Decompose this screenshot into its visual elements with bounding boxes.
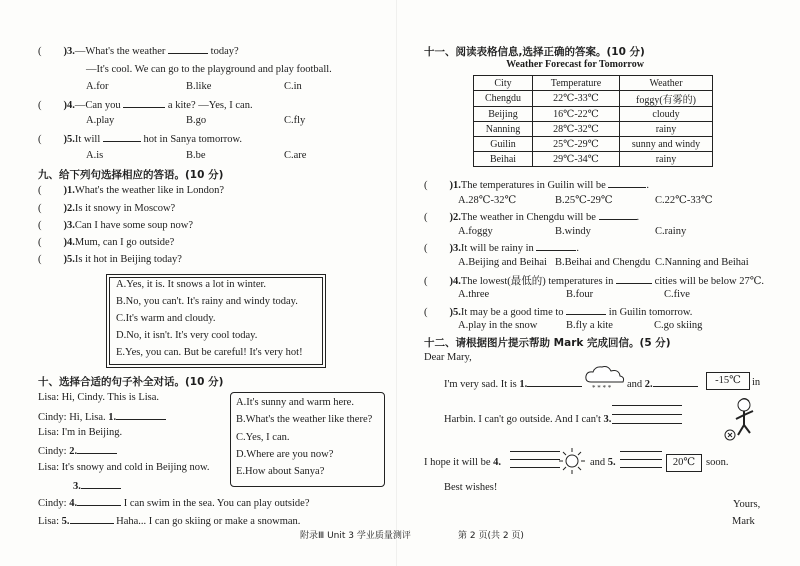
option-c: C.go skiing xyxy=(654,320,703,331)
s9-answer-a: A.Yes, it is. It snows a lot in winter. xyxy=(116,279,267,290)
svg-text:* * * *: * * * * xyxy=(592,384,612,392)
table-row xyxy=(474,107,713,122)
option-b: B.like xyxy=(186,81,212,92)
question-3: ( )3.—What's the weather today? xyxy=(38,46,239,57)
option-b: B.go xyxy=(186,115,207,126)
letter-greeting: Dear Mary, xyxy=(424,352,472,363)
footer-left: 附录Ⅲ Unit 3 学业质量测评 xyxy=(300,531,411,541)
s11-question-4: ( )4.The lowest(最低的) temperatures in cities will be below 27℃. xyxy=(424,276,765,287)
table-cell: 29℃-34℃ xyxy=(533,152,620,167)
s10-option-a: A.It's sunny and warm here. xyxy=(236,397,354,408)
table-cell: 25℃-29℃ xyxy=(533,137,620,152)
option-a: A.foggy xyxy=(458,226,493,237)
table-row xyxy=(474,137,713,152)
section-9-title: 九、给下列句选择相应的答语。(10 分) xyxy=(38,169,224,181)
table-header: Weather xyxy=(620,76,713,91)
option-b: B.be xyxy=(186,150,206,161)
letter-closing: Yours, xyxy=(733,499,761,510)
page-fold xyxy=(396,0,397,566)
s11-question-2: ( )2.The weather in Chengdu will be . xyxy=(424,212,640,223)
table-header: City xyxy=(474,76,533,91)
s9-item-4: ( )4.Mum, can I go outside? xyxy=(38,237,175,248)
answer-line xyxy=(620,459,662,460)
dialog-line-6: 3. xyxy=(73,479,121,492)
s10-option-d: D.Where are you now? xyxy=(236,449,334,460)
table-row xyxy=(474,152,713,167)
dialog-line-5: Lisa: It's snowy and cold in Beijing now. xyxy=(38,462,210,473)
dialog-line-7: Cindy: 4. I can swim in the sea. You can play outside? xyxy=(38,498,310,509)
answer-line xyxy=(510,451,560,452)
letter-signer: Mark xyxy=(732,516,755,527)
option-c: C.in xyxy=(284,81,302,92)
table-row xyxy=(474,91,713,107)
option-a: A.is xyxy=(86,150,104,161)
dialog-line-4: Cindy: 2. xyxy=(38,444,117,457)
dialog-line-2: Cindy: Hi, Lisa. 1. xyxy=(38,410,166,423)
table-cell: 22℃-33℃ xyxy=(533,91,620,107)
dialog-line-8: Lisa: 5. Haha... I can go skiing or make a snowman. xyxy=(38,516,301,527)
table-cell: Beijing xyxy=(474,107,533,122)
answer-line xyxy=(612,405,682,406)
s9-item-2: ( )2.Is it snowy in Moscow? xyxy=(38,203,176,214)
option-a: A.Beijing and Beihai xyxy=(458,257,547,268)
answer-line xyxy=(620,451,662,452)
section-12-title: 十二、请根据图片提示帮助 Mark 完成回信。(5 分) xyxy=(424,337,671,349)
child-soccer-icon xyxy=(720,395,764,443)
table-cell: rainy xyxy=(620,122,713,137)
temperature-box-warm: 20℃ xyxy=(666,454,702,472)
table-title: Weather Forecast for Tomorrow xyxy=(506,59,644,70)
answer-line xyxy=(510,467,560,468)
s9-answer-d: D.No, it isn't. It's very cool today. xyxy=(116,330,258,341)
letter-word-soon: soon. xyxy=(706,457,729,468)
letter-word-in: in xyxy=(752,377,761,388)
table-cell: 16℃-22℃ xyxy=(533,107,620,122)
s11-question-1: ( )1.The temperatures in Guilin will be . xyxy=(424,180,650,191)
answer-line xyxy=(510,459,560,460)
table-cell: Nanning xyxy=(474,122,533,137)
dialog-line-3: Lisa: I'm in Beijing. xyxy=(38,427,123,438)
s9-answer-c: C.It's warm and cloudy. xyxy=(116,313,216,324)
option-b: B.four xyxy=(566,289,594,300)
table-header-row xyxy=(474,76,713,91)
table-cell: Beihai xyxy=(474,152,533,167)
question-5: ( )5.It will hot in Sanya tomorrow. xyxy=(38,134,242,145)
s10-option-e: E.How about Sanya? xyxy=(236,466,325,477)
table-row xyxy=(474,122,713,137)
option-a: A.28℃-32℃ xyxy=(458,195,517,206)
footer-page-number: 第 2 页(共 2 页) xyxy=(458,531,524,541)
section-10-title: 十、选择合适的句子补全对话。(10 分) xyxy=(38,376,224,388)
answer-line xyxy=(612,423,682,424)
s10-option-c: C.Yes, I can. xyxy=(236,432,290,443)
weather-table xyxy=(473,75,713,167)
table-cell: cloudy xyxy=(620,107,713,122)
option-c: C.are xyxy=(284,150,307,161)
s11-question-3: ( )3.It will be rainy in . xyxy=(424,243,580,254)
s9-item-5: ( )5.Is it hot in Beijing today? xyxy=(38,254,182,265)
letter-line-3b: and 5. xyxy=(590,457,616,468)
answer-line xyxy=(612,414,682,415)
option-c: C.rainy xyxy=(655,226,687,237)
letter-line-3: I hope it will be 4. xyxy=(424,457,501,468)
section-11-title: 十一、阅读表格信息,选择正确的答案。(10 分) xyxy=(424,46,645,58)
snow-cloud-icon xyxy=(583,364,627,392)
s9-answer-e: E.Yes, you can. But be careful! It's very hot! xyxy=(116,347,303,358)
option-c: C.five xyxy=(664,289,690,300)
option-b: B.windy xyxy=(555,226,591,237)
option-c: C.Nanning and Beihai xyxy=(655,257,749,268)
question-3-reply: —It's cool. We can go to the playground and play football. xyxy=(86,64,332,75)
option-b: B.25℃-29℃ xyxy=(555,195,613,206)
table-cell: Chengdu xyxy=(474,91,533,107)
answer-line xyxy=(620,467,662,468)
option-a: A.for xyxy=(86,81,109,92)
option-c: C.fly xyxy=(284,115,306,126)
dialog-line-1: Lisa: Hi, Cindy. This is Lisa. xyxy=(38,392,160,403)
sun-icon xyxy=(558,447,586,475)
option-c: C.22℃-33℃ xyxy=(655,195,713,206)
table-cell: 28℃-32℃ xyxy=(533,122,620,137)
option-b: B.fly a kite xyxy=(566,320,613,331)
s10-option-b: B.What's the weather like there? xyxy=(236,414,373,425)
s9-answer-b: B.No, you can't. It's rainy and windy today. xyxy=(116,296,298,307)
s9-item-1: ( )1.What's the weather like in London? xyxy=(38,185,225,196)
table-cell: Guilin xyxy=(474,137,533,152)
s11-question-5: ( )5.It may be a good time to in Guilin tomorrow. xyxy=(424,307,693,318)
table-header: Temperature xyxy=(533,76,620,91)
letter-line-1b: and 2. xyxy=(627,377,698,390)
option-a: A.play in the snow xyxy=(458,320,538,331)
s9-item-3: ( )3.Can I have some soup now? xyxy=(38,220,193,231)
table-cell: foggy(有雾的) xyxy=(620,91,713,107)
option-a: A.play xyxy=(86,115,115,126)
letter-wishes: Best wishes! xyxy=(444,482,498,493)
option-b: B.Beihai and Chengdu xyxy=(555,257,651,268)
letter-line-2: Harbin. I can't go outside. And I can't 3. xyxy=(444,414,612,425)
table-cell: sunny and windy xyxy=(620,137,713,152)
option-a: A.three xyxy=(458,289,490,300)
letter-line-1: I'm very sad. It is 1. xyxy=(444,377,582,390)
question-4: ( )4.—Can you a kite? —Yes, I can. xyxy=(38,100,253,111)
table-cell: rainy xyxy=(620,152,713,167)
temperature-box-cold: -15℃ xyxy=(706,372,750,390)
